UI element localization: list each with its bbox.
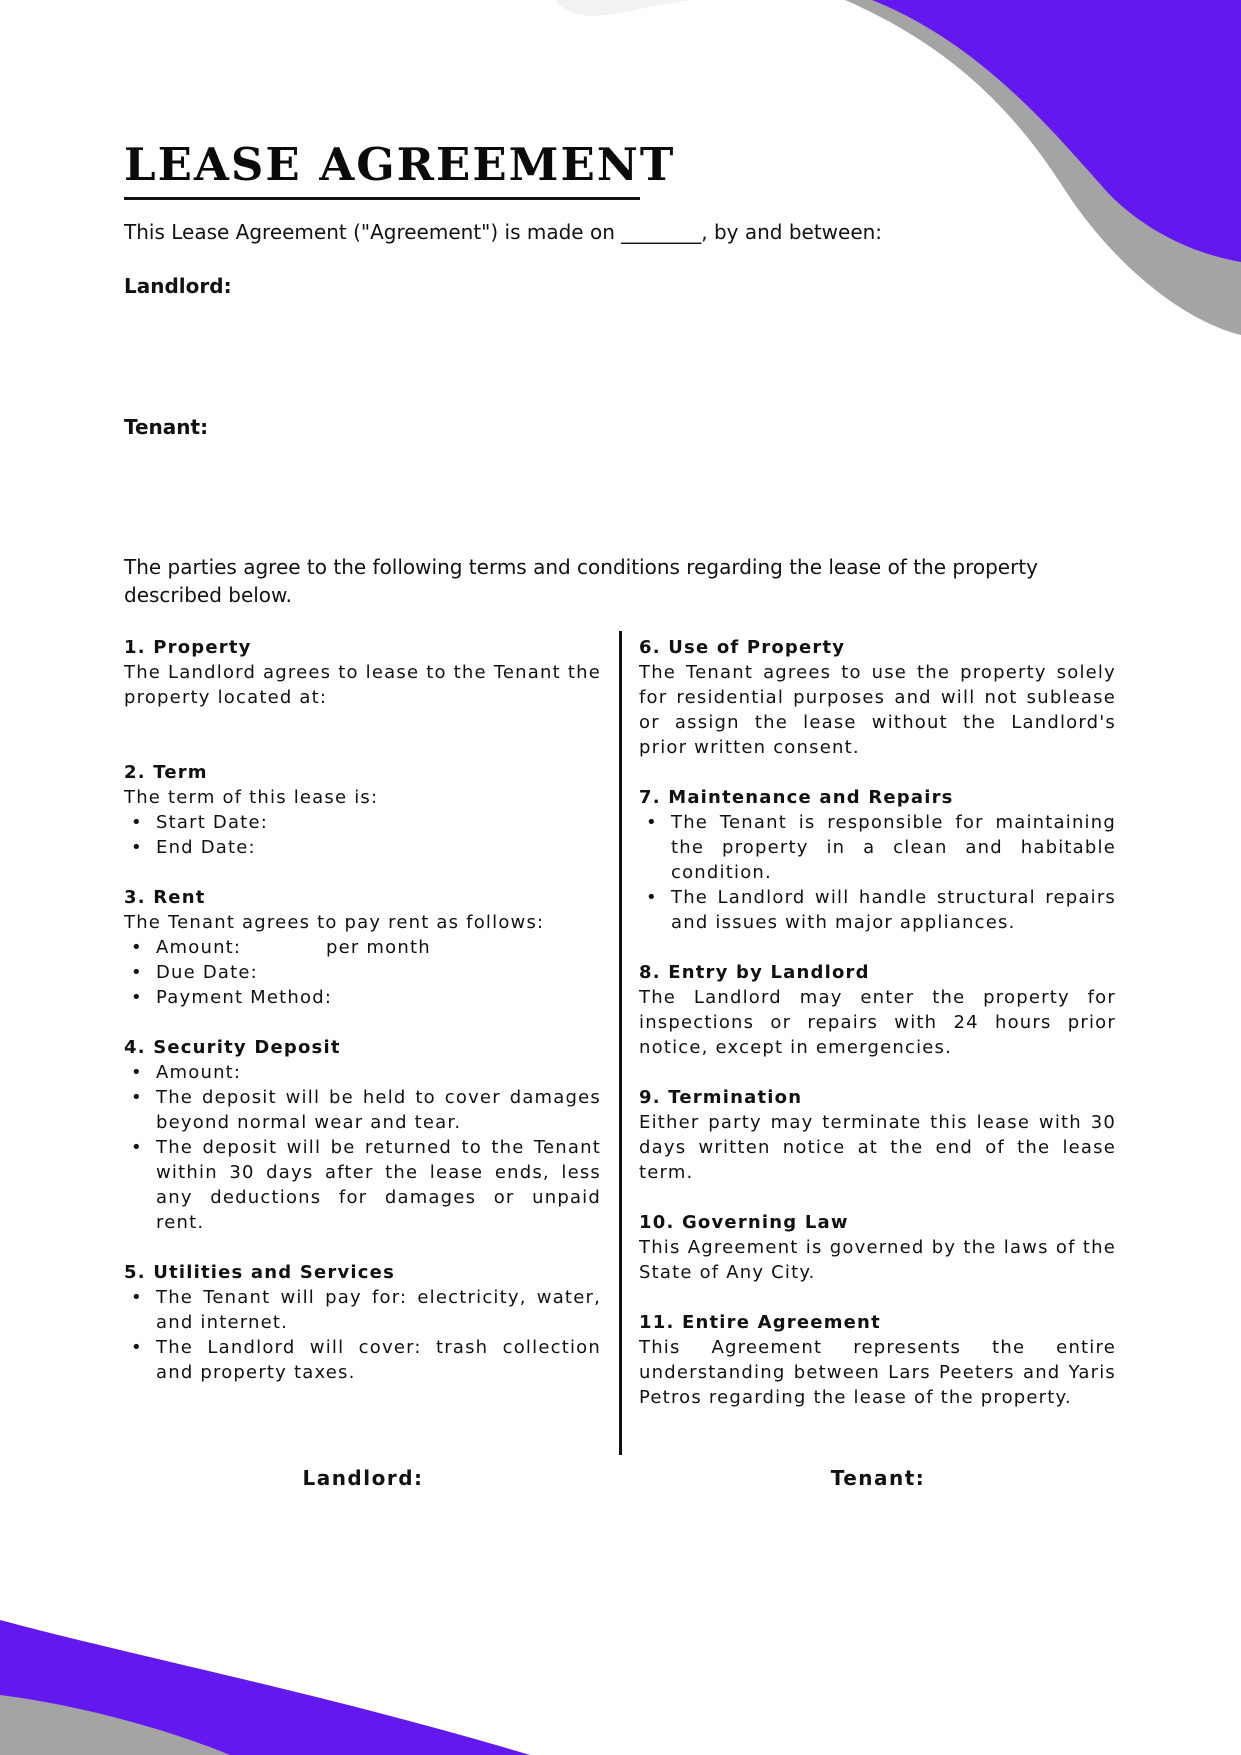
section-text: The Tenant agrees to use the property solely for residential purposes and will not sublease or assign the lease without the Landlord's prior written consent. <box>639 662 1116 758</box>
section-entire-agreement <box>639 1310 1116 1410</box>
faint-wave <box>555 0 690 16</box>
list-item: • The Landlord will cover: trash collection and property taxes. <box>124 1335 601 1385</box>
section-text: The term of this lease is: <box>124 787 379 808</box>
section-title: 7. Maintenance and Repairs <box>639 787 954 808</box>
column-divider <box>619 631 622 1455</box>
bullet-list <box>124 1060 601 1235</box>
list-item: • Due Date: <box>124 960 601 985</box>
section-title: 10. Governing Law <box>639 1212 849 1233</box>
rent-amount-suffix: per month <box>326 937 431 958</box>
right-column <box>639 635 1116 1410</box>
tenant-signature-label: Tenant: <box>830 1466 926 1490</box>
tenant-party-label: Tenant: <box>124 415 209 439</box>
bullet-list <box>124 1285 601 1385</box>
section-rent <box>124 885 601 1010</box>
section-termination <box>639 1085 1116 1185</box>
left-column <box>124 635 601 1385</box>
section-property <box>124 635 601 735</box>
section-text: The Landlord agrees to lease to the Tenant the property located at: <box>124 662 601 708</box>
section-title: 4. Security Deposit <box>124 1037 341 1058</box>
title-underline <box>124 197 640 200</box>
section-text: The Tenant agrees to pay rent as follows: <box>124 912 545 933</box>
blank-space <box>124 710 601 735</box>
section-title: 11. Entire Agreement <box>639 1312 881 1333</box>
section-title: 6. Use of Property <box>639 637 846 658</box>
bullet-list <box>124 810 601 860</box>
bullet-list <box>639 810 1116 935</box>
list-item: • Payment Method: <box>124 985 601 1010</box>
bottom-wave-decoration <box>0 1605 1241 1755</box>
section-text: This Agreement is governed by the laws of the State of Any City. <box>639 1237 1116 1283</box>
list-item: • The Tenant will pay for: electricity, water, and internet. <box>124 1285 601 1335</box>
section-text: This Agreement represents the entire understanding between Lars Peeters and Yaris Petros regarding the lease of the property. <box>639 1337 1116 1408</box>
section-term <box>124 760 601 860</box>
section-title: 2. Term <box>124 762 208 783</box>
section-title: 9. Termination <box>639 1087 803 1108</box>
section-governing-law <box>639 1210 1116 1285</box>
bullet-list <box>124 935 601 1010</box>
list-item: • The Tenant is responsible for maintaining the property in a clean and habitable condition. <box>639 810 1116 885</box>
section-text: The Landlord may enter the property for inspections or repairs with 24 hours prior notice, except in emergencies. <box>639 987 1116 1058</box>
section-title: 8. Entry by Landlord <box>639 962 870 983</box>
rent-amount-label: Amount: <box>156 937 242 958</box>
list-item: • Start Date: <box>124 810 601 835</box>
list-item: • The deposit will be held to cover damages beyond normal wear and tear. <box>124 1085 601 1135</box>
section-title: 1. Property <box>124 637 252 658</box>
intro-text: This Lease Agreement ("Agreement") is made on ________, by and between: <box>124 220 883 244</box>
landlord-signature-label: Landlord: <box>302 1466 424 1490</box>
section-entry <box>639 960 1116 1060</box>
section-maintenance <box>639 785 1116 935</box>
list-item <box>124 935 601 960</box>
landlord-party-label: Landlord: <box>124 274 232 298</box>
list-item: • End Date: <box>124 835 601 860</box>
section-use-of-property <box>639 635 1116 760</box>
section-security-deposit <box>124 1035 601 1235</box>
section-title: 5. Utilities and Services <box>124 1262 395 1283</box>
list-item: • Amount: <box>124 1060 601 1085</box>
list-item: • The Landlord will handle structural repairs and issues with major appliances. <box>639 885 1116 935</box>
section-text: Either party may terminate this lease with 30 days written notice at the end of the lease term. <box>639 1112 1116 1183</box>
list-item: • The deposit will be returned to the Tenant within 30 days after the lease ends, less any deductions for damages or unpaid rent. <box>124 1135 601 1235</box>
section-utilities <box>124 1260 601 1385</box>
document-title: LEASE AGREEMENT <box>124 138 676 191</box>
section-title: 3. Rent <box>124 887 206 908</box>
agreement-statement: The parties agree to the following terms and conditions regarding the lease of the property described below. <box>124 555 1039 607</box>
